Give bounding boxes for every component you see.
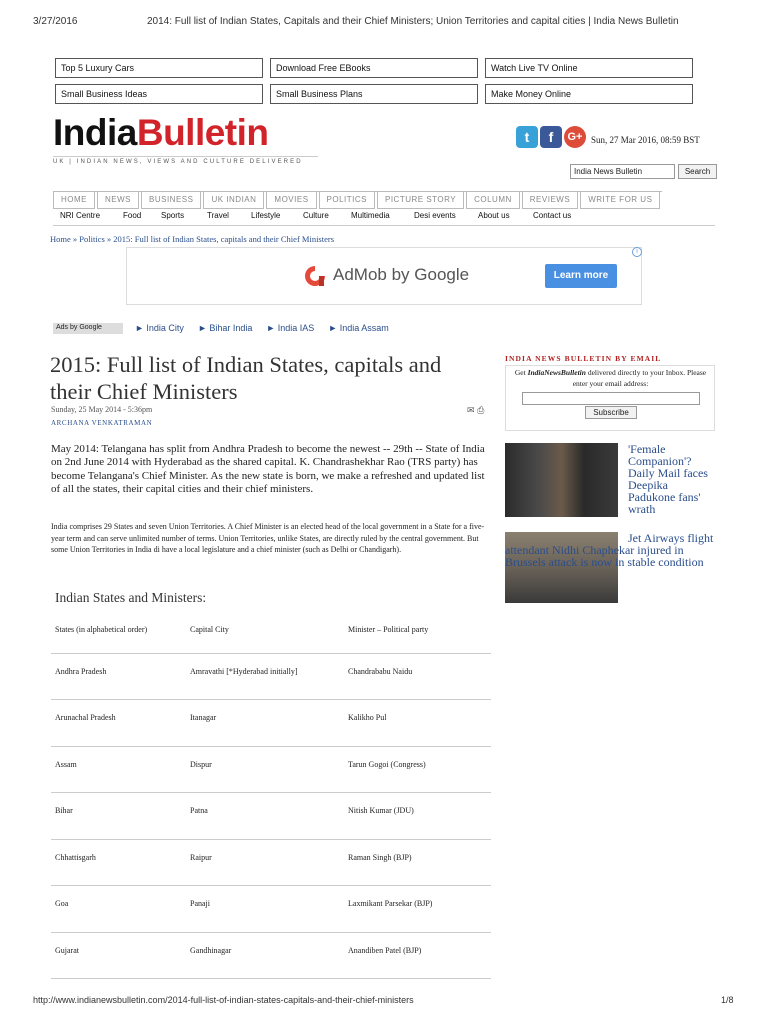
minister-cell: Anandiben Patel (BJP) <box>348 945 422 955</box>
table-row <box>51 793 491 840</box>
breadcrumb[interactable]: Home » Politics » 2015: Full list of Indian States, capitals and their Chief Ministers <box>50 234 335 244</box>
news-link[interactable]: Jet Airways flight attendant Nidhi Chaphekar injured in Brussels attack is now in stable condition <box>505 531 714 569</box>
table-header: Capital City <box>190 625 229 634</box>
nav-reviews[interactable]: REVIEWS <box>522 192 578 209</box>
capital-cell: Dispur <box>190 759 212 769</box>
news-link[interactable]: 'Female Companion'? Daily Mail faces Deepika Padukone fans' wrath <box>628 442 708 516</box>
learn-more-button[interactable]: Learn more <box>545 264 617 288</box>
site-tagline: UK | INDIAN NEWS, VIEWS AND CULTURE DELIVERED <box>53 159 303 165</box>
ad-topic-link[interactable]: ► India Assam <box>328 323 389 333</box>
nav-movies[interactable]: MOVIES <box>266 192 316 209</box>
states-table <box>51 614 491 979</box>
email-signup-heading: INDIA NEWS BULLETIN BY EMAIL <box>505 354 662 363</box>
search-input[interactable]: India News Bulletin <box>570 164 675 179</box>
adchoices-icon[interactable]: i <box>632 247 642 257</box>
article-date: Sunday, 25 May 2014 - 5:36pm <box>51 405 153 414</box>
nav-about-us[interactable]: About us <box>478 211 510 220</box>
article-lead: May 2014: Telangana has split from Andhra Pradesh to become the newest -- 29th -- State of India on 2nd June 2014 with Hyderabad as the shared capital. K. Chandrashekhar Rao (TRS party) has become Telangana's Chief Minister. As the new state is born, we make a refreshed and updated list of all the states, their capital cities and their chief ministers. <box>51 443 485 496</box>
state-cell: Goa <box>55 899 69 908</box>
nav-contact-us[interactable]: Contact us <box>533 211 572 220</box>
nav-travel[interactable]: Travel <box>207 211 229 220</box>
admob-logo-icon <box>303 264 327 288</box>
nav-uk-indian[interactable]: UK INDIAN <box>203 192 264 209</box>
email-signup-description <box>508 368 713 389</box>
google-plus-icon[interactable]: G+ <box>564 126 586 148</box>
minister-cell: Raman Singh (BJP) <box>348 852 412 862</box>
facebook-icon[interactable]: f <box>540 126 562 148</box>
nav-write-for-us[interactable]: WRITE FOR US <box>580 192 660 209</box>
logo-part1: India <box>53 112 137 153</box>
search-button[interactable]: Search <box>678 164 717 179</box>
state-cell: Chhattisgarh <box>55 852 96 862</box>
minister-cell: Kalikho Pul <box>348 713 387 722</box>
ad-topic-link[interactable]: ► Bihar India <box>197 323 253 333</box>
ad-link[interactable]: Top 5 Luxury Cars <box>55 58 263 78</box>
nav-multimedia[interactable]: Multimedia <box>351 211 390 220</box>
tagline-divider <box>53 156 318 157</box>
email-icon[interactable]: ✉ <box>467 405 475 415</box>
ad-link[interactable]: Download Free EBooks <box>270 58 478 78</box>
minister-cell: Chandrababu Naidu <box>348 666 413 676</box>
article-author[interactable]: ARCHANA VENKATRAMAN <box>51 419 153 427</box>
print-title: 2014: Full list of Indian States, Capitals and their Chief Ministers; Union Territories and capital cities | India News Bulletin <box>147 16 679 27</box>
nav-food[interactable]: Food <box>123 211 142 220</box>
state-cell: Bihar <box>55 806 73 815</box>
footer-url: http://www.indianewsbulletin.com/2014-full-list-of-indian-states-capitals-and-their-chief-ministers <box>33 995 414 1005</box>
state-cell: Andhra Pradesh <box>55 666 107 676</box>
state-cell: Arunachal Pradesh <box>55 713 116 722</box>
nav-business[interactable]: BUSINESS <box>141 192 201 209</box>
article-body: India comprises 29 States and seven Union Territories. A Chief Minister is an elected head of the local government in a State for a five-year term and can serve unlimited number of terms. Union Territories, unlike States, are directly ruled by the central government. But some Union Territories in India di have a local legislature and a chief minister (such as Delhi or Chandigarh). <box>51 522 485 554</box>
nav-desi-events[interactable]: Desi events <box>414 211 456 220</box>
capital-cell: Amravathi [*Hyderabad initially] <box>190 666 298 676</box>
ad-link[interactable]: Small Business Ideas <box>55 84 263 104</box>
state-cell: Gujarat <box>55 945 79 955</box>
nav-news[interactable]: NEWS <box>97 192 139 209</box>
state-cell: Assam <box>55 759 77 769</box>
twitter-icon[interactable]: t <box>516 126 538 148</box>
table-header: Minister – Political party <box>348 625 429 634</box>
table-row <box>51 839 491 886</box>
share-icons <box>467 405 484 416</box>
ad-link[interactable]: Make Money Online <box>485 84 693 104</box>
nav-lifestyle[interactable]: Lifestyle <box>251 211 281 220</box>
table-row <box>51 886 491 933</box>
table-header-row <box>51 614 491 653</box>
email-desc-text: delivered directly to your Inbox. Please enter your email address: <box>572 368 707 388</box>
article-title: 2015: Full list of Indian States, capitals and their Chief Ministers <box>50 352 442 404</box>
logo-part2: Bulletin <box>136 112 269 153</box>
capital-cell: Raipur <box>190 852 212 862</box>
current-date: Sun, 27 Mar 2016, 08:59 BST <box>591 135 700 145</box>
primary-nav <box>53 191 662 208</box>
nav-home[interactable]: HOME <box>53 192 95 209</box>
ads-by-google-label[interactable]: Ads by Google <box>53 323 123 334</box>
admob-text: AdMob by Google <box>333 265 470 284</box>
email-desc-brand: IndiaNewsBulletin <box>527 368 586 377</box>
site-logo[interactable] <box>53 112 269 154</box>
nav-nri-centre[interactable]: NRI Centre <box>60 211 101 220</box>
table-title: Indian States and Ministers: <box>55 590 207 605</box>
nav-sports[interactable]: Sports <box>161 211 185 220</box>
capital-cell: Panaji <box>190 899 210 908</box>
minister-cell: Laxmikant Parsekar (BJP) <box>348 899 433 908</box>
nav-divider <box>53 225 715 226</box>
capital-cell: Patna <box>190 806 208 815</box>
table-header: States (in alphabetical order) <box>55 625 148 634</box>
nav-politics[interactable]: POLITICS <box>319 192 375 209</box>
nav-column[interactable]: COLUMN <box>466 192 520 209</box>
table-row <box>51 746 491 793</box>
ad-topics <box>135 323 389 333</box>
table-row <box>51 932 491 979</box>
nav-culture[interactable]: Culture <box>303 211 329 220</box>
page-number: 1/8 <box>721 995 734 1005</box>
secondary-nav <box>60 211 571 220</box>
ad-topic-link[interactable]: ► India City <box>135 323 184 333</box>
ad-link[interactable]: Watch Live TV Online <box>485 58 693 78</box>
print-icon[interactable]: ⎙ <box>477 405 485 415</box>
minister-cell: Nitish Kumar (JDU) <box>348 806 414 815</box>
subscribe-button[interactable]: Subscribe <box>585 406 637 419</box>
ad-link[interactable]: Small Business Plans <box>270 84 478 104</box>
news-thumbnail[interactable] <box>505 443 618 517</box>
nav-picture-story[interactable]: PICTURE STORY <box>377 192 464 209</box>
email-desc-text: Get <box>514 368 528 377</box>
table-row <box>51 653 491 700</box>
capital-cell: Itanagar <box>190 713 217 722</box>
table-row <box>51 700 491 747</box>
minister-cell: Tarun Gogoi (Congress) <box>348 759 426 769</box>
print-date: 3/27/2016 <box>33 16 78 27</box>
ad-topic-link[interactable]: ► India IAS <box>266 323 315 333</box>
capital-cell: Gandhinagar <box>190 945 232 955</box>
email-field[interactable] <box>522 392 700 405</box>
